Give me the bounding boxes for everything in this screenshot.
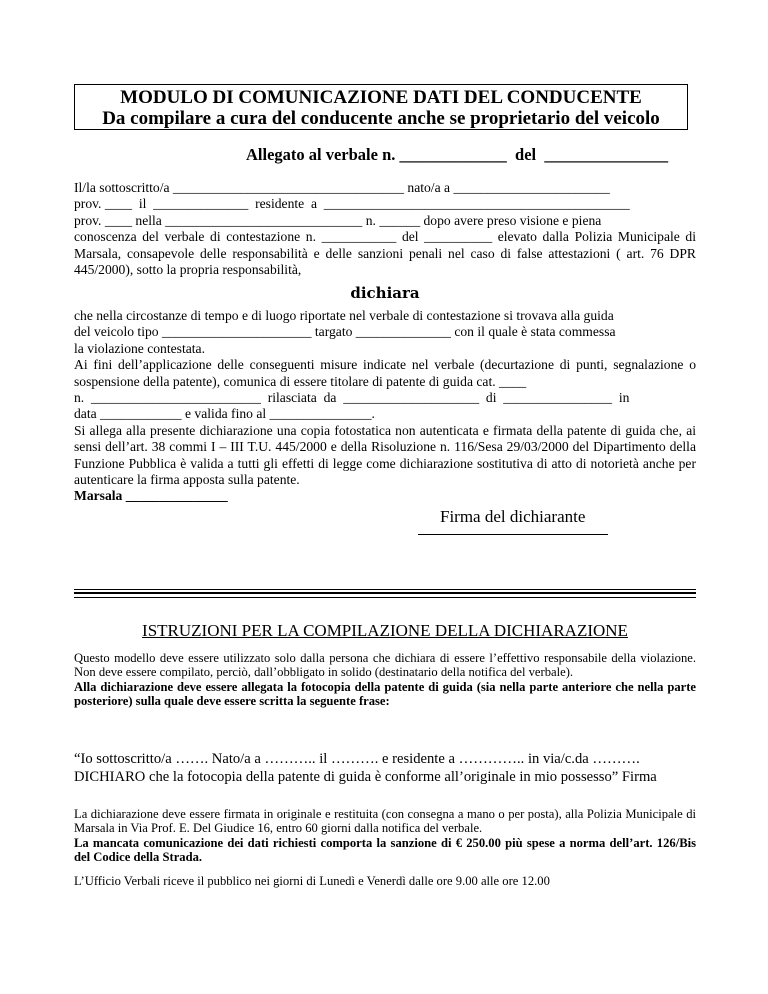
allegato-line: Allegato al verbale n. _____________ del _______________ [246,145,669,164]
separator-line-1 [74,589,696,590]
statement-block [74,308,696,505]
separator-line-2 [74,592,696,594]
title-line-1: MODULO DI COMUNICAZIONE DATI DEL CONDUCENTE [120,87,642,108]
statement-paragraph-1: Ai fini dell’applicazione delle conseguenti misure indicate nel verbale (decurtazione di punti, segnalazione o sospensione della patente), comunica di essere titolare di patente di guida cat. ____ [74,357,696,389]
statement-line-3: la violazione contestata. [74,340,205,356]
office-hours: L’Ufficio Verbali riceve il pubblico nei giorni di Lunedì e Venerdì dalle ore 9.00 alle ore 12.00 [74,874,550,888]
statement-line-2: del veicolo tipo ______________________ targato ______________ con il quale è stata commessa [74,324,616,340]
instructions-paragraph-3: La dichiarazione deve essere firmata in originale e restituita (con consegna a mano o per posta), alla Polizia Municipale di Marsala in Via Prof. E. Del Giudice 16, entro 60 giorni dalla notifica del verbale. [74,807,696,836]
title-line-2: Da compilare a cura del conducente anche se proprietario del veicolo [102,108,660,129]
place-line: Marsala _______________ [74,488,228,504]
instructions-paragraph-4: La mancata comunicazione dei dati richiesti comporta la sanzione di € 250.00 più spese a norma dell’art. 126/Bis del Codice della Strada. [74,835,696,865]
dichiara-heading: dichiara [350,284,420,302]
signature-label: Firma del dichiarante [440,507,586,526]
statement-line-4: n. _________________________ rilasciata da ____________________ di ________________ in [74,390,630,406]
declaration-block [74,180,696,278]
required-phrase-line-2: DICHIARO che la fotocopia della patente di guida è conforme all’originale in mio possesso” Firma [74,769,657,785]
declaration-line-1: Il/la sottoscritto/a __________________________________ nato/a a _______________________ [74,180,610,195]
required-phrase [74,750,696,786]
required-phrase-line-1: “Io sottoscritto/a ……. Nato/a a ……….. il ………. e residente a ………….. in via/c.da ………. [74,751,640,767]
delivery-block [74,807,696,865]
statement-line-5: data ____________ e valida fino al _______________. [74,406,375,422]
instructions-block [74,651,696,709]
instructions-paragraph-1: Questo modello deve essere utilizzato solo dalla persona che dichiara di essere l’effettivo responsabile della violazione. Non deve essere compilato, perciò, dall’obbligato in solido (destinatario della notifica del verbale). [74,651,696,680]
instructions-title: ISTRUZIONI PER LA COMPILAZIONE DELLA DICHIARAZIONE [142,621,628,640]
declaration-paragraph: conoscenza del verbale di contestazione n. ___________ del __________ elevato dalla Polizia Municipale di Marsala, consapevole delle responsabilità e delle sanzioni penali nel caso di false attestazioni ( art. 76 DPR 445/2000), sotto la propria responsabilità, [74,229,696,278]
signature-line [418,534,608,535]
title-box [74,84,688,130]
statement-paragraph-2: Si allega alla presente dichiarazione una copia fotostatica non autenticata e firmata della patente di guida che, ai sensi dell’art. 38 commi I – III T.U. 445/2000 e della Risoluzione n. 116/Sesa 29/03/2000 del Dipartimento della Funzione Pubblica è valida a tutti gli effetti di legge come dichiarazione sostitutiva di atto di notorietà anche per autenticare la firma apposta sulla patente. [74,422,696,488]
declaration-line-2: prov. ____ il ______________ residente a _____________________________________________ [74,196,630,212]
declaration-line-3: prov. ____ nella _____________________________ n. ______ dopo avere preso visione e piena [74,212,602,228]
statement-line-1: che nella circostanze di tempo e di luogo riportate nel verbale di contestazione si trovava alla guida [74,308,614,323]
office-hours-block [74,874,696,888]
separator-line-3 [74,597,696,598]
instructions-paragraph-2: Alla dichiarazione deve essere allegata la fotocopia della patente di guida (sia nella parte anteriore che nella parte posteriore) sulla quale deve essere scritta la seguente frase: [74,679,696,709]
